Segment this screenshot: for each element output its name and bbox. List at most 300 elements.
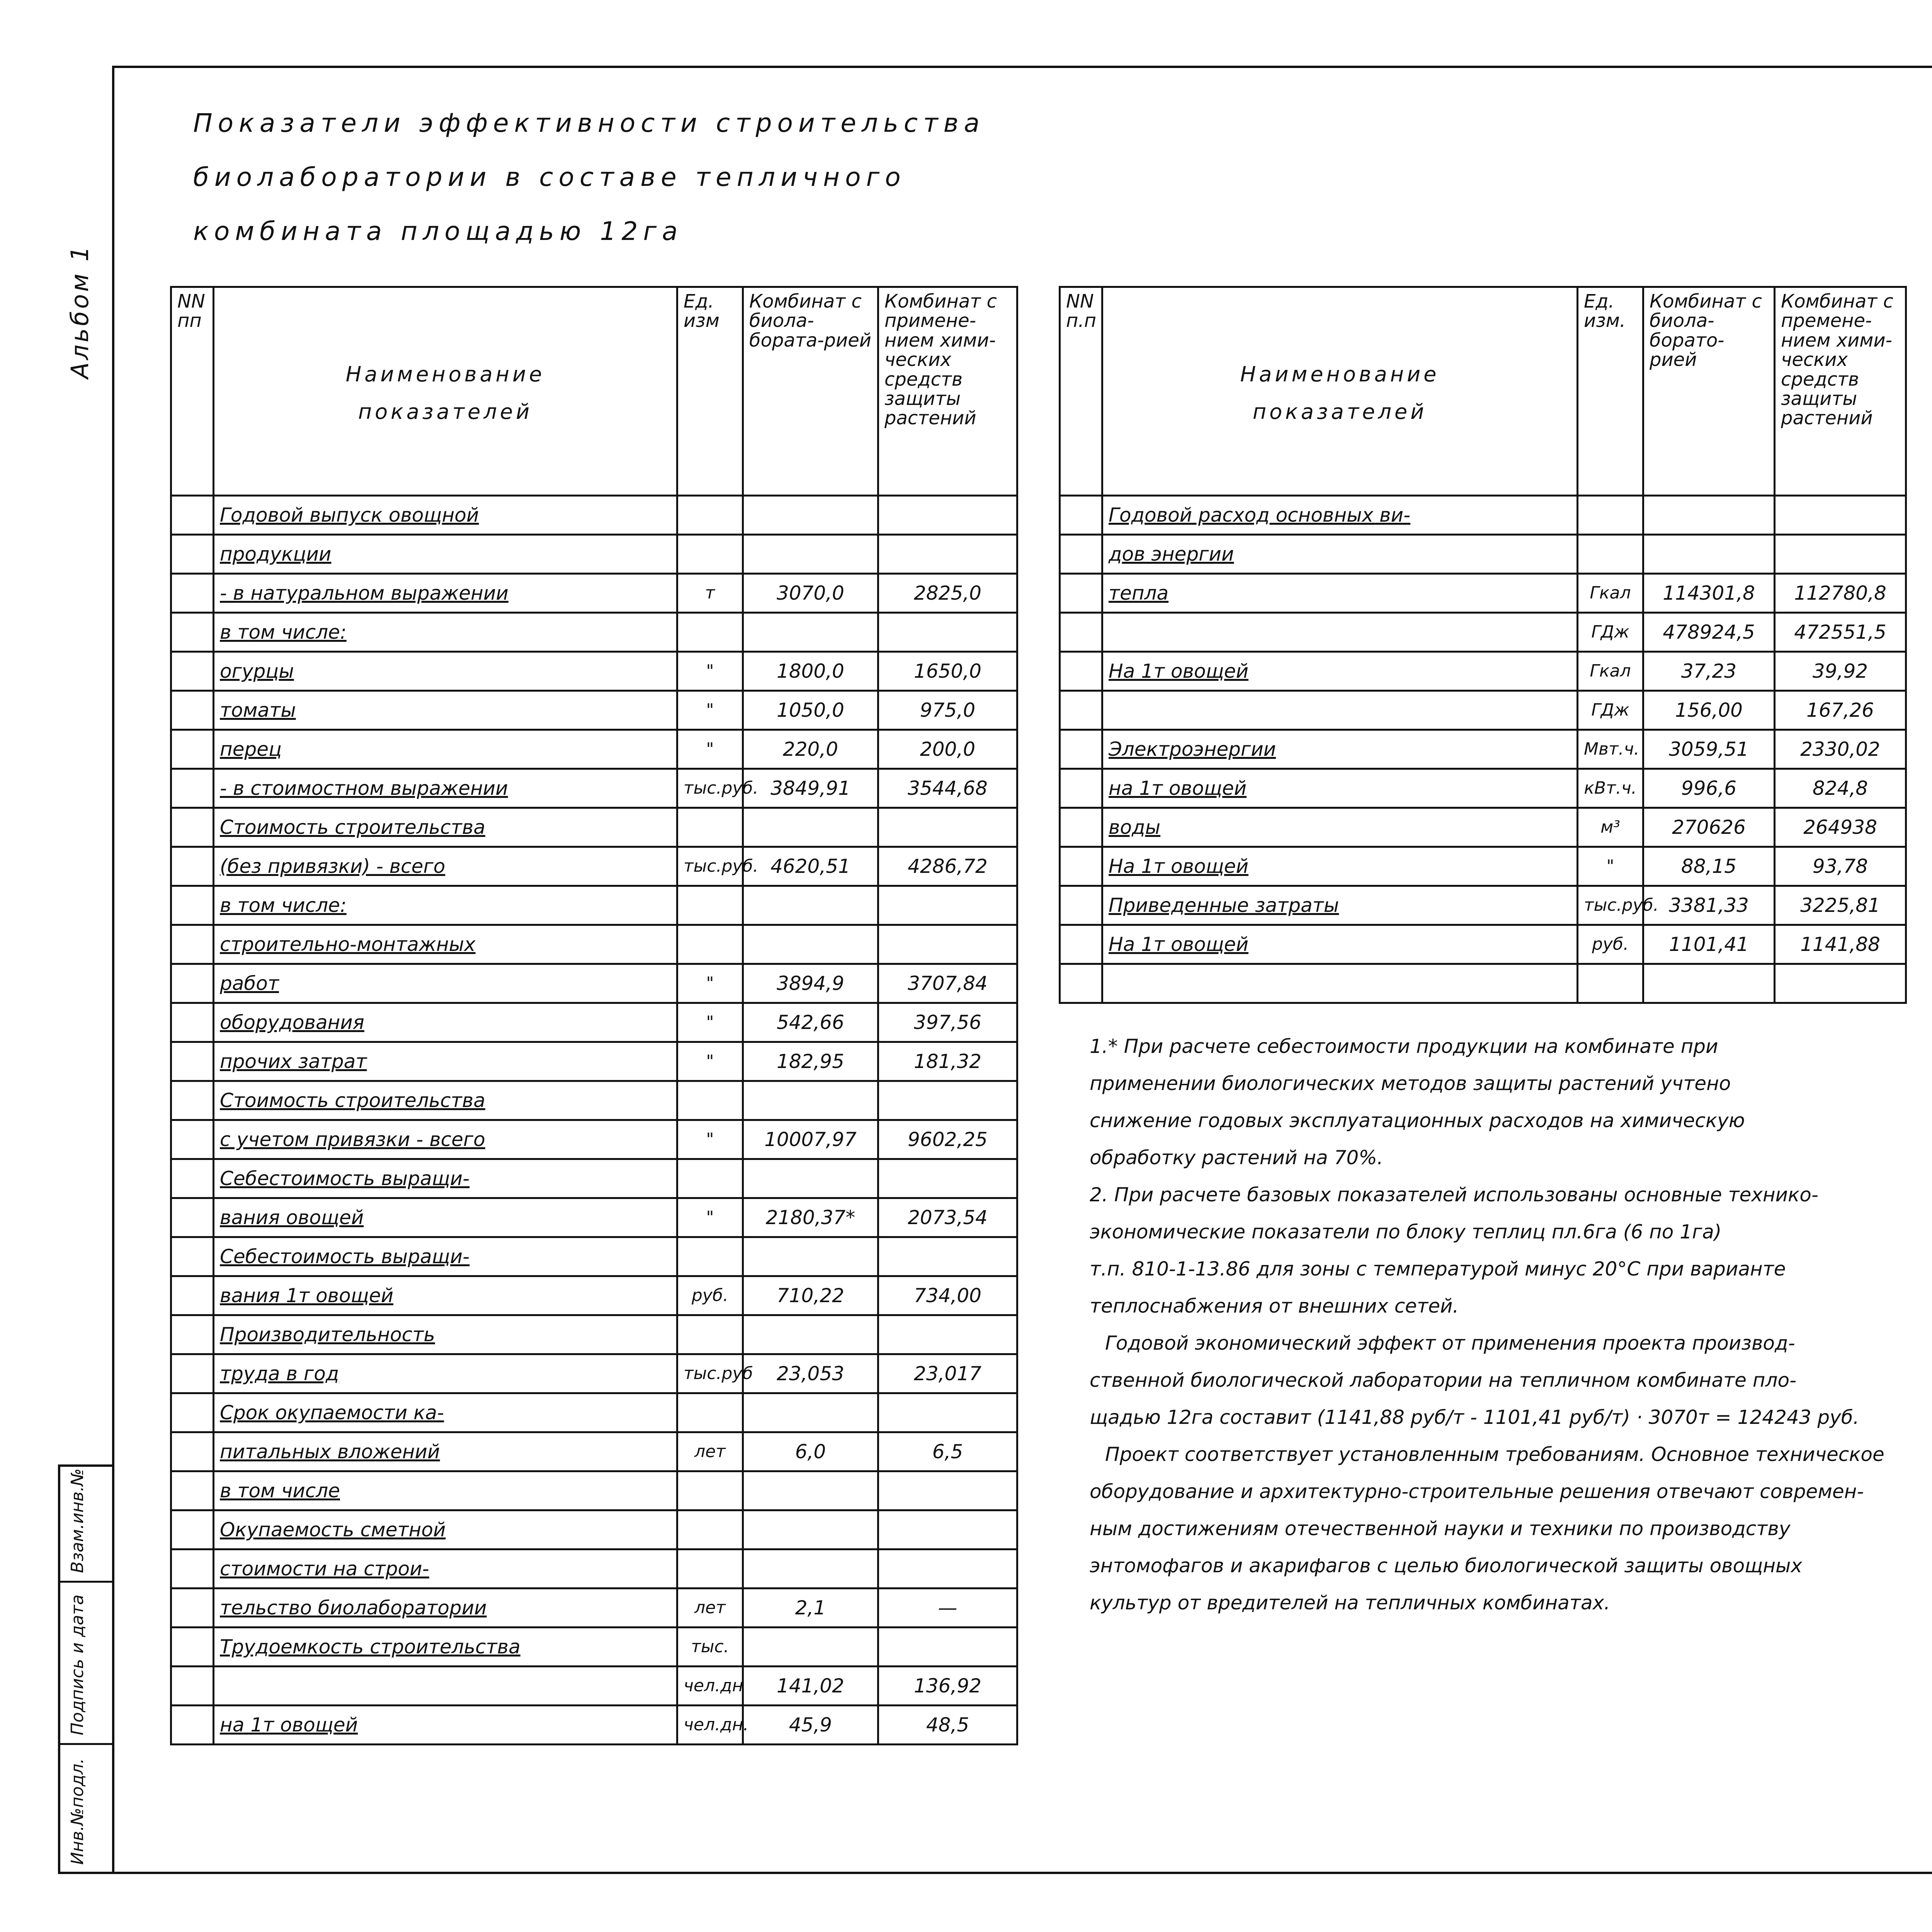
table-row: [171, 1315, 1017, 1354]
row-unit-cell: [1578, 925, 1643, 964]
row-value-a-cell: [743, 886, 878, 925]
row-value-b-cell: [1775, 691, 1906, 730]
table-row: [171, 1510, 1017, 1549]
row-unit-text: Гкал: [1590, 583, 1631, 603]
row-name-text: На 1т овощей: [1109, 660, 1248, 682]
footnote-line: Проект соответствует установленным требованиям. Основное техническое: [1105, 1443, 1884, 1466]
row-unit-text: м³: [1600, 817, 1620, 837]
row-name-text: - в натуральном выражении: [220, 582, 509, 604]
stamp-label: Подпись и дата: [68, 1594, 87, 1735]
row-value-a-text: 1800,0: [777, 660, 844, 682]
row-name-cell: [1102, 769, 1578, 808]
row-name-text: Окупаемость сметной: [220, 1518, 446, 1541]
row-name-cell: [1102, 730, 1578, 769]
footnote-line: оборудование и архитектурно-строительные решения отвечают современ-: [1090, 1480, 1864, 1503]
footnote-line: экономические показатели по блоку теплиц пл.6га (6 по 1га): [1090, 1221, 1722, 1243]
row-unit-cell: [1578, 574, 1643, 613]
row-value-a-text: 710,22: [777, 1284, 844, 1307]
row-unit-cell: [677, 496, 743, 535]
row-value-b-text: 3544,68: [908, 777, 988, 799]
row-value-a-cell: [743, 1510, 878, 1549]
row-num-cell: [171, 1315, 214, 1354]
row-name-text: в том числе: [220, 1479, 340, 1502]
row-unit-text: лет: [694, 1597, 726, 1617]
row-unit-cell: [677, 1628, 743, 1667]
row-value-b-text: —: [938, 1596, 957, 1619]
row-num-cell: [1060, 535, 1102, 574]
row-value-a-cell: [1643, 925, 1775, 964]
col-a-header: Комбинат с биола-борато-рией: [1643, 287, 1775, 496]
footnote-line: 2. При расчете базовых показателей использованы основные технико-: [1090, 1184, 1818, 1206]
footnote-line: ственной биологической лаборатории на тепличном комбинате пло-: [1090, 1369, 1797, 1391]
stamp-strip: [58, 1464, 112, 1874]
row-value-a-text: 10007,97: [764, 1128, 857, 1151]
row-unit-cell: [677, 1237, 743, 1276]
table-row: [171, 1706, 1017, 1745]
row-unit-cell: [677, 730, 743, 769]
row-name-cell: [214, 652, 677, 691]
footnote-line: теплоснабжения от внешних сетей.: [1090, 1295, 1459, 1317]
row-value-a-cell: [1643, 769, 1775, 808]
footnote-line: обработку растений на 70%.: [1090, 1146, 1383, 1169]
row-num-cell: [1060, 847, 1102, 886]
row-value-b-text: 48,5: [926, 1713, 969, 1736]
row-name-text: Производительность: [220, 1323, 435, 1346]
row-unit-text: ГДж: [1591, 622, 1629, 642]
table-row: [1060, 769, 1906, 808]
row-value-a-text: 3894,9: [777, 972, 844, 995]
row-name-cell: [214, 1510, 677, 1549]
row-unit-cell: [1578, 808, 1643, 847]
row-value-b-text: 472551,5: [1794, 621, 1886, 643]
row-num-cell: [171, 574, 214, 613]
col-num-header: NN пп: [171, 287, 214, 496]
row-num-cell: [171, 1198, 214, 1237]
row-num-cell: [171, 1471, 214, 1510]
table-row: [171, 847, 1017, 886]
row-name-cell: [1102, 652, 1578, 691]
row-num-cell: [171, 613, 214, 652]
row-value-b-text: 167,26: [1806, 699, 1874, 721]
table-row: [1060, 496, 1906, 535]
row-name-text: оборудования: [220, 1011, 364, 1034]
row-unit-cell: [1578, 769, 1643, 808]
row-num-cell: [171, 652, 214, 691]
col-b-header: Комбинат с премене-нием хими-ческих средств защиты растений: [1775, 287, 1906, 496]
row-value-b-text: 200,0: [920, 738, 976, 760]
table-row: [171, 1667, 1017, 1706]
table-row: [171, 1237, 1017, 1276]
row-name-cell: [214, 808, 677, 847]
row-unit-cell: [677, 1198, 743, 1237]
row-value-b-text: 1141,88: [1800, 933, 1880, 956]
row-unit-text: лет: [694, 1441, 726, 1461]
row-name-cell: [214, 1003, 677, 1042]
row-name-text: дов энергии: [1109, 543, 1234, 565]
row-num-cell: [171, 691, 214, 730]
row-num-cell: [171, 1276, 214, 1315]
row-value-b-text: 3225,81: [1800, 894, 1880, 917]
row-unit-cell: [677, 925, 743, 964]
footnote-line: щадью 12га составит (1141,88 руб/т - 1101,41 руб/т) · 3070т = 124243 руб.: [1090, 1406, 1859, 1429]
row-name-cell: [1102, 535, 1578, 574]
row-unit-text: ": [706, 739, 714, 759]
row-value-b-cell: [878, 847, 1017, 886]
table-row: [171, 1588, 1017, 1628]
table-row: [1060, 886, 1906, 925]
row-name-text: Срок окупаемости ка-: [220, 1401, 444, 1424]
row-value-b-cell: [878, 1315, 1017, 1354]
row-unit-cell: [677, 1588, 743, 1628]
row-num-cell: [171, 886, 214, 925]
row-name-cell: [1102, 925, 1578, 964]
row-name-cell: [214, 1315, 677, 1354]
row-value-b-cell: [878, 925, 1017, 964]
row-num-cell: [1060, 652, 1102, 691]
row-num-cell: [1060, 691, 1102, 730]
row-value-a-text: 182,95: [777, 1050, 844, 1073]
row-unit-text: тыс.руб.: [1584, 895, 1659, 915]
row-value-a-cell: [743, 730, 878, 769]
row-value-a-text: 3849,91: [770, 777, 850, 799]
col-a-header: Комбинат с биола-бората-рией: [743, 287, 878, 496]
row-name-text: труда в год: [220, 1362, 339, 1385]
row-value-a-text: 1050,0: [777, 699, 844, 721]
row-name-text: томаты: [220, 699, 296, 721]
row-unit-cell: [677, 1471, 743, 1510]
row-value-a-cell: [743, 652, 878, 691]
row-value-a-cell: [1643, 496, 1775, 535]
row-unit-text: т: [705, 583, 715, 603]
row-value-b-text: 397,56: [914, 1011, 981, 1034]
row-name-text: продукции: [220, 543, 332, 565]
row-value-a-cell: [743, 535, 878, 574]
row-unit-cell: [1578, 535, 1643, 574]
table-row: [171, 691, 1017, 730]
row-value-b-cell: [878, 964, 1017, 1003]
row-value-a-cell: [743, 574, 878, 613]
row-value-a-cell: [743, 1354, 878, 1393]
row-num-cell: [171, 1354, 214, 1393]
row-unit-text: ": [706, 1129, 714, 1149]
table-row: [171, 1354, 1017, 1393]
row-value-b-cell: [878, 535, 1017, 574]
row-name-cell: [214, 1393, 677, 1432]
row-name-text: в том числе:: [220, 621, 347, 643]
row-unit-cell: [677, 1510, 743, 1549]
row-value-a-text: 2,1: [795, 1596, 826, 1619]
row-value-b-cell: [1775, 496, 1906, 535]
row-value-b-cell: [1775, 964, 1906, 1003]
row-num-cell: [171, 1549, 214, 1588]
row-value-b-cell: [878, 730, 1017, 769]
row-name-cell: [214, 691, 677, 730]
table-row: [171, 964, 1017, 1003]
row-unit-text: Мвт.ч.: [1584, 739, 1639, 759]
row-name-text: строительно-монтажных: [220, 933, 476, 956]
row-unit-cell: [1578, 613, 1643, 652]
row-value-a-cell: [743, 1628, 878, 1667]
row-name-text: Годовой расход основных ви-: [1109, 503, 1411, 526]
row-value-b-cell: [1775, 925, 1906, 964]
row-unit-cell: [677, 652, 743, 691]
row-value-a-cell: [1643, 808, 1775, 847]
row-unit-cell: [677, 847, 759, 886]
row-name-cell: [1102, 613, 1578, 652]
row-name-text: Приведенные затраты: [1109, 894, 1339, 917]
table-row: [171, 613, 1017, 652]
row-name-cell: [214, 1588, 677, 1628]
row-value-b-text: 3707,84: [908, 972, 988, 995]
row-value-a-text: 542,66: [777, 1011, 844, 1034]
stamp-cell-3: [60, 1745, 114, 1872]
row-value-b-text: 2330,02: [1800, 738, 1880, 760]
row-value-a-text: 478924,5: [1663, 621, 1755, 643]
row-value-a-text: 3059,51: [1669, 738, 1749, 760]
title-line-1: Показатели эффективности строительства: [193, 108, 985, 138]
col-unit-header: Ед. изм.: [1578, 287, 1643, 496]
row-name-cell: [214, 769, 677, 808]
row-value-b-cell: [878, 1706, 1017, 1745]
col-unit-header: Ед. изм: [677, 287, 743, 496]
row-name-cell: [214, 964, 677, 1003]
row-value-b-text: 734,00: [914, 1284, 981, 1307]
row-unit-cell: [677, 1667, 743, 1706]
row-value-a-cell: [1643, 613, 1775, 652]
row-num-cell: [171, 1393, 214, 1432]
stamp-cell-2: [60, 1583, 114, 1745]
row-name-text: с учетом привязки - всего: [220, 1128, 485, 1151]
stamp-label: Взам.инв.№: [68, 1468, 87, 1573]
row-name-cell: [214, 1042, 677, 1081]
row-value-b-text: 6,5: [932, 1440, 963, 1463]
footnote-line: ным достижениям отечественной науки и техники по производству: [1090, 1517, 1791, 1540]
table-row: [1060, 808, 1906, 847]
row-value-a-cell: [743, 496, 878, 535]
row-name-cell: [214, 496, 677, 535]
row-unit-cell: [677, 1432, 743, 1471]
row-value-b-cell: [878, 1628, 1017, 1667]
row-unit-cell: [677, 1081, 743, 1120]
row-name-cell: [1102, 886, 1578, 925]
row-value-a-cell: [743, 1003, 878, 1042]
row-value-a-cell: [743, 1588, 878, 1628]
row-name-cell: [1102, 808, 1578, 847]
table-row: [171, 808, 1017, 847]
header-line: показателей: [1252, 399, 1427, 424]
row-value-a-text: 270626: [1672, 816, 1746, 838]
row-name-cell: [1102, 847, 1578, 886]
table-row: [1060, 964, 1906, 1003]
row-value-b-cell: [878, 1159, 1017, 1198]
row-name-text: Себестоимость выращи-: [220, 1167, 470, 1190]
row-value-b-text: 136,92: [914, 1674, 981, 1697]
row-value-a-cell: [1643, 886, 1775, 925]
row-value-a-cell: [743, 1276, 878, 1315]
row-name-cell: [214, 1354, 677, 1393]
title-line-3: комбината площадью 12га: [193, 216, 683, 246]
row-value-a-text: 6,0: [795, 1440, 826, 1463]
col-num-header: NN п.п: [1060, 287, 1102, 496]
row-unit-cell: [677, 1276, 743, 1315]
row-num-cell: [171, 730, 214, 769]
row-value-a-cell: [743, 691, 878, 730]
row-unit-text: чел.дн.: [684, 1714, 749, 1735]
row-value-a-text: 996,6: [1681, 777, 1737, 799]
row-value-b-cell: [878, 1042, 1017, 1081]
table-row: [171, 1003, 1017, 1042]
table-row: [171, 769, 1017, 808]
row-unit-cell: [1578, 652, 1643, 691]
row-name-text: На 1т овощей: [1109, 855, 1248, 878]
col-b-header: Комбинат с примене-нием хими-ческих средств защиты растений: [878, 287, 1017, 496]
efficiency-table: [170, 286, 1018, 1745]
row-value-a-cell: [743, 769, 878, 808]
row-value-a-cell: [743, 1432, 878, 1471]
table-header-row: [1060, 287, 1906, 496]
row-name-cell: [214, 535, 677, 574]
row-name-cell: [214, 886, 677, 925]
row-value-b-cell: [878, 886, 1017, 925]
row-name-cell: [214, 1706, 677, 1745]
row-value-a-cell: [1643, 691, 1775, 730]
table-header-row: [171, 287, 1017, 496]
table-row: [1060, 730, 1906, 769]
table-row: [171, 730, 1017, 769]
row-value-b-text: 2825,0: [914, 582, 981, 604]
row-value-b-text: 39,92: [1812, 660, 1868, 682]
row-value-b-cell: [878, 574, 1017, 613]
row-name-text: работ: [220, 972, 279, 995]
row-value-b-cell: [878, 613, 1017, 652]
row-unit-cell: [1578, 496, 1643, 535]
row-value-b-cell: [878, 1667, 1017, 1706]
row-name-text: Годовой выпуск овощной: [220, 503, 479, 526]
table-row: [171, 1042, 1017, 1081]
row-value-a-cell: [743, 1042, 878, 1081]
row-num-cell: [171, 1667, 214, 1706]
row-value-a-cell: [743, 1198, 878, 1237]
row-name-cell: [214, 574, 677, 613]
row-value-a-cell: [743, 1237, 878, 1276]
row-num-cell: [1060, 730, 1102, 769]
row-value-b-cell: [1775, 808, 1906, 847]
row-unit-cell: [677, 808, 743, 847]
row-unit-text: ГДж: [1591, 700, 1629, 720]
row-num-cell: [171, 1120, 214, 1159]
row-value-a-text: 23,053: [777, 1362, 844, 1385]
header-line: Наименование: [345, 362, 545, 386]
row-value-b-cell: [878, 1003, 1017, 1042]
row-value-b-cell: [1775, 613, 1906, 652]
row-num-cell: [171, 847, 214, 886]
row-value-b-cell: [878, 691, 1017, 730]
row-num-cell: [171, 925, 214, 964]
row-value-a-text: 156,00: [1675, 699, 1743, 721]
row-name-cell: [1102, 574, 1578, 613]
row-name-text: на 1т овощей: [1109, 777, 1247, 799]
row-name-cell: [214, 1628, 677, 1667]
footnote-line: т.п. 810-1-13.86 для зоны с температурой минус 20°С при варианте: [1090, 1258, 1786, 1280]
album-label: Альбом 1: [66, 244, 94, 379]
row-value-b-cell: [1775, 652, 1906, 691]
row-value-b-text: 1650,0: [914, 660, 981, 682]
row-value-a-text: 37,23: [1681, 660, 1737, 682]
row-unit-cell: [677, 1315, 743, 1354]
row-value-b-text: 93,78: [1812, 855, 1868, 878]
row-value-b-text: 2073,54: [908, 1206, 988, 1229]
row-num-cell: [1060, 808, 1102, 847]
row-num-cell: [171, 1003, 214, 1042]
table-row: [1060, 652, 1906, 691]
row-name-cell: [214, 1237, 677, 1276]
row-num-cell: [1060, 574, 1102, 613]
row-name-text: Стоимость строительства: [220, 1089, 485, 1112]
table-row: [171, 1198, 1017, 1237]
row-value-b-cell: [1775, 730, 1906, 769]
row-name-cell: [214, 1159, 677, 1198]
row-unit-text: тыс.руб: [684, 1363, 753, 1383]
row-name-text: Стоимость строительства: [220, 816, 485, 838]
header-line: показателей: [358, 399, 533, 424]
table-row: [1060, 691, 1906, 730]
row-value-a-cell: [743, 1471, 878, 1510]
row-name-text: прочих затрат: [220, 1050, 367, 1073]
table-row: [1060, 574, 1906, 613]
row-value-b-text: 975,0: [920, 699, 976, 721]
row-name-cell: [1102, 964, 1578, 1003]
energy-table: [1059, 286, 1907, 1004]
table-row: [171, 1081, 1017, 1120]
footnotes: [1090, 1028, 1884, 1621]
table-row: [1060, 613, 1906, 652]
row-value-a-text: 114301,8: [1663, 582, 1755, 604]
row-unit-text: ": [706, 1207, 714, 1227]
row-value-a-cell: [743, 925, 878, 964]
row-unit-cell: [677, 1549, 743, 1588]
row-name-text: Электроэнергии: [1109, 738, 1276, 760]
row-unit-cell: [1578, 964, 1643, 1003]
row-value-a-text: 88,15: [1681, 855, 1737, 878]
row-value-b-cell: [878, 1354, 1017, 1393]
row-unit-text: кВт.ч.: [1584, 778, 1637, 798]
row-unit-cell: [677, 535, 743, 574]
row-value-a-cell: [1643, 730, 1775, 769]
row-value-a-cell: [743, 613, 878, 652]
row-value-a-cell: [743, 1393, 878, 1432]
row-name-text: стоимости на строи-: [220, 1557, 429, 1580]
table-row: [171, 535, 1017, 574]
row-value-b-cell: [878, 1471, 1017, 1510]
row-unit-text: ": [706, 700, 714, 720]
row-value-b-cell: [878, 1432, 1017, 1471]
row-name-cell: [214, 1081, 677, 1120]
table-row: [171, 1159, 1017, 1198]
row-unit-cell: [677, 1393, 743, 1432]
row-value-a-cell: [1643, 574, 1775, 613]
row-unit-cell: [1578, 730, 1643, 769]
row-unit-text: Гкал: [1590, 661, 1631, 681]
row-name-cell: [214, 1549, 677, 1588]
row-num-cell: [171, 1042, 214, 1081]
col-name-header: [1102, 287, 1578, 496]
row-unit-text: тыс.руб.: [684, 856, 759, 876]
row-value-b-cell: [1775, 847, 1906, 886]
row-value-b-text: 181,32: [914, 1050, 981, 1073]
row-value-b-cell: [1775, 535, 1906, 574]
row-value-a-cell: [743, 1120, 878, 1159]
row-value-b-cell: [878, 1198, 1017, 1237]
